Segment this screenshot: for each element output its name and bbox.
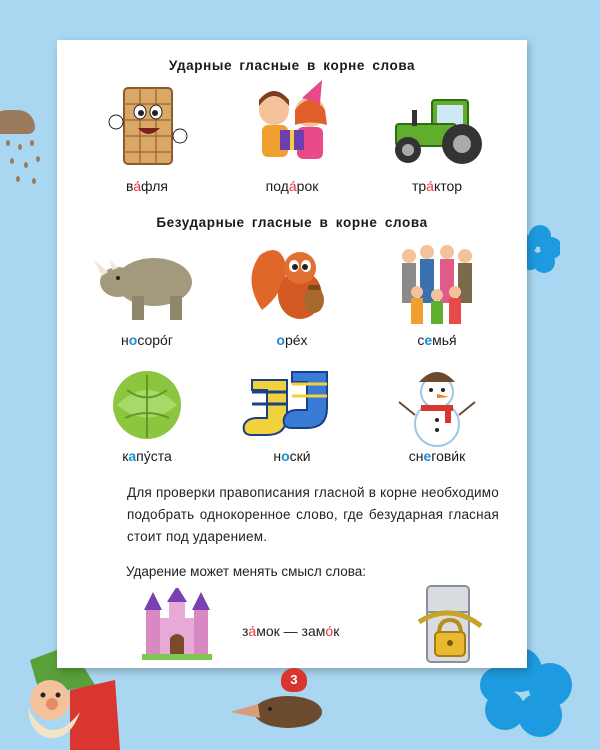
word-traktor: тра́ктор xyxy=(411,178,463,194)
tractor-icon xyxy=(382,80,492,170)
rule-paragraph: Для проверки правописания гласной в корне необходимо подобрать однокоренное слово, где безударная гласная стоит под ударением. xyxy=(127,485,499,544)
gift-children-icon xyxy=(242,80,342,170)
rhinoceros-icon xyxy=(92,240,202,325)
cabbage-illustration xyxy=(77,360,217,445)
stressed-vowel: а́ xyxy=(288,178,297,194)
socks-illustration xyxy=(222,360,362,445)
family-illustration xyxy=(367,240,507,330)
tractor-illustration xyxy=(367,80,507,170)
waffle-icon xyxy=(102,80,192,170)
word-kapusta: капу́ста xyxy=(122,448,172,464)
cabbage-icon xyxy=(97,360,197,445)
hedgehog-decoration xyxy=(230,684,330,729)
unstressed-vowel: о xyxy=(276,332,285,348)
stressed-vowel: а́ xyxy=(426,178,434,194)
stressed-vowel: а́ xyxy=(248,623,257,639)
rhinoceros-illustration xyxy=(77,240,217,325)
word-nosorog: носоро́г xyxy=(121,332,173,348)
family-icon xyxy=(387,240,487,330)
gift-children-illustration xyxy=(222,80,362,170)
unstressed-vowel: е xyxy=(423,448,432,464)
stressed-vowel: а́ xyxy=(133,178,142,194)
word-orekh: оре́х xyxy=(276,332,308,348)
page-number-badge: 3 xyxy=(281,668,307,692)
squirrel-illustration xyxy=(222,240,362,325)
brown-cloud-decoration xyxy=(0,110,35,134)
castle-icon xyxy=(142,588,212,660)
rain-drops-decoration xyxy=(2,140,42,190)
word-semya: семья́ xyxy=(417,332,457,348)
unstressed-vowel: о xyxy=(128,332,138,348)
heading-stressed-vowels: Ударные гласные в корне слова xyxy=(168,58,416,73)
waffle-illustration xyxy=(77,80,217,170)
snowman-icon xyxy=(387,360,487,450)
worksheet-page xyxy=(57,40,527,668)
padlock-fridge-icon xyxy=(415,582,485,666)
unstressed-vowel: е xyxy=(424,332,433,348)
word-podarok: пода́рок xyxy=(265,178,319,194)
word-noski: носки́ xyxy=(273,448,311,464)
unstressed-vowel: о xyxy=(281,448,290,464)
snowman-illustration xyxy=(367,360,507,450)
unstressed-vowel: а xyxy=(128,448,137,464)
stress-pair: за́мок — замо́к xyxy=(242,623,340,639)
socks-icon xyxy=(242,360,342,445)
word-vaflya: ва́фля xyxy=(125,178,169,194)
squirrel-nut-icon xyxy=(242,240,342,325)
stressed-vowel: о́ xyxy=(325,623,334,639)
word-snegovik: снегови́к xyxy=(408,448,466,464)
heading-unstressed-vowels: Безударные гласные в корне слова xyxy=(156,215,428,230)
stress-meaning-note: Ударение может менять смысл слова: xyxy=(126,564,367,579)
